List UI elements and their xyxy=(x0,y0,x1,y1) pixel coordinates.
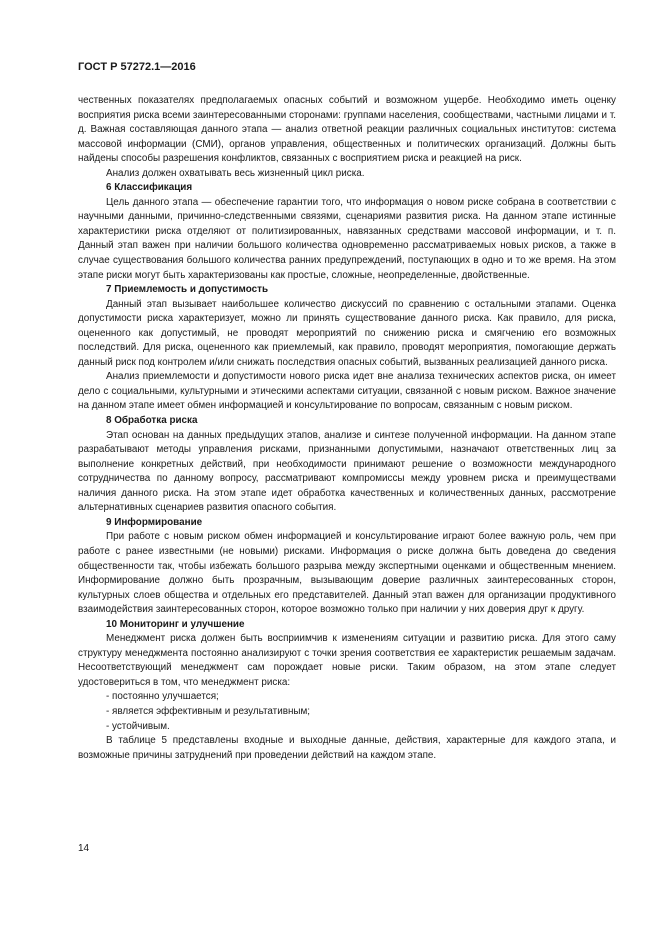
paragraph: Анализ должен охватывать весь жизненный цикл риска. xyxy=(106,167,365,179)
paragraph: Менеджмент риска должен быть восприимчив к изменениям ситуации и развитию риска. Для этого саму структуру менеджмента постоянно анализируют с точки зрения соответствия ее характеристик решаемым задачам. Несоответствующий менеджмент сам порождает новые риски. Таким образом, на этом этапе следует удостовериться в том, что менеджмент риска: xyxy=(78,633,616,688)
section-heading: 6 Классификация xyxy=(106,182,193,194)
section-heading: 9 Информирование xyxy=(106,516,203,528)
paragraph: В таблице 5 представлены входные и выходные данные, действия, характерные для каждого этапа, и возможные причины затруднений при проведении действий на каждом этапе. xyxy=(78,735,616,761)
paragraph: Этап основан на данных предыдущих этапов, анализе и синтезе полученной информации. На данном этапе разрабатывают методы управления рисками, признанными допустимыми, назначают ответственных лиц за выполнение конкретных действий, при необходимости принимают решение о возможности международного сотрудничества по данному вопросу, рассматривают компромиссы между уровнем риска и преимуществами наличия данного риска. На этом этапе идет обработка качественных и количественных данных, рассмотрение альтернативных сценариев развития опасного события. xyxy=(78,429,616,514)
section-heading: 7 Приемлемость и допустимость xyxy=(106,284,269,296)
paragraph: чественных показателях предполагаемых опасных событий и возможном ущербе. Необходимо иметь оценку восприятия риска всеми заинтересованными сторонами: группами населения, сообществами, частными лицами и т. д. Важная составляющая данного этапа — анализ ответной реакции различных социальных институтов: система массовой информации (СМИ), органов управления, общественных и политических организаций. Должны быть найдены способы разрешения конфликтов, связанных с восприятием риска и реакцией на риск. xyxy=(78,95,616,165)
list-item: - является эффективным и результативным; xyxy=(106,705,311,717)
list-item: - устойчивым. xyxy=(106,720,170,732)
paragraph: Анализ приемлемости и допустимости нового риска идет вне анализа технических аспектов риска, он имеет дело с социальными, культурными и этическими аспектами ситуации, связанной с новым риском. Важное значение на данном этапе имеет обмен информацией и консультирование по вопросам, связанным с новым риском. xyxy=(78,371,616,412)
page-header-doc-id: ГОСТ Р 57272.1—2016 xyxy=(78,61,196,73)
paragraph: Данный этап вызывает наибольшее количество дискуссий по сравнению с остальными этапами. Оценка допустимости риска характеризует, можно ли принять существование данного риска. Как правило, для риска, оцененного как допустимый, не проводят мероприятий по снижению риска и смягчению его возможных последствий. Для риска, оцененного как приемлемый, как правило, проводят мероприятия, помогающие держать данный риск под контролем и/или снижать последствия опасных событий, вызванных реализацией данного риска. xyxy=(78,298,616,368)
page-number: 14 xyxy=(78,843,90,854)
list-item: - постоянно улучшается; xyxy=(106,691,219,703)
section-heading: 10 Мониторинг и улучшение xyxy=(106,618,245,630)
page-body xyxy=(78,94,616,763)
paragraph: Цель данного этапа — обеспечение гарантии того, что информация о новом риске собрана в соответствии с научными данными, причинно-следственными связями, сценариями развития риска. На данном этапе истинные характеристики риска отделяют от политизированных, навязанных средствами массовой информации, и т. п. Данный этап важен при наличии большого количества одновременно рассматриваемых новых рисков, а также в случае существования большого количества ранних предупреждений, поступающих в одно и то же время. На этом этапе риски могут быть характеризованы как простые, сложные, неопределенные, двойственные. xyxy=(78,196,616,281)
section-heading: 8 Обработка риска xyxy=(106,415,198,427)
paragraph: При работе с новым риском обмен информацией и консультирование играют более важную роль, чем при работе с ранее известными (не новыми) рисками. Информация о риске должна быть доведена до сведения общественности так, чтобы избежать большого разрыва между экспертными оценками и общественным мнением. Информирование должно быть прозрачным, вызывающим доверие различных заинтересованных сторон, культурных слоев общества и отдельных его представителей. Данный этап важен для организации продуктивного взаимодействия заинтересованных сторон, которое возможно только при наличии у них доверия друг к другу. xyxy=(78,531,616,616)
